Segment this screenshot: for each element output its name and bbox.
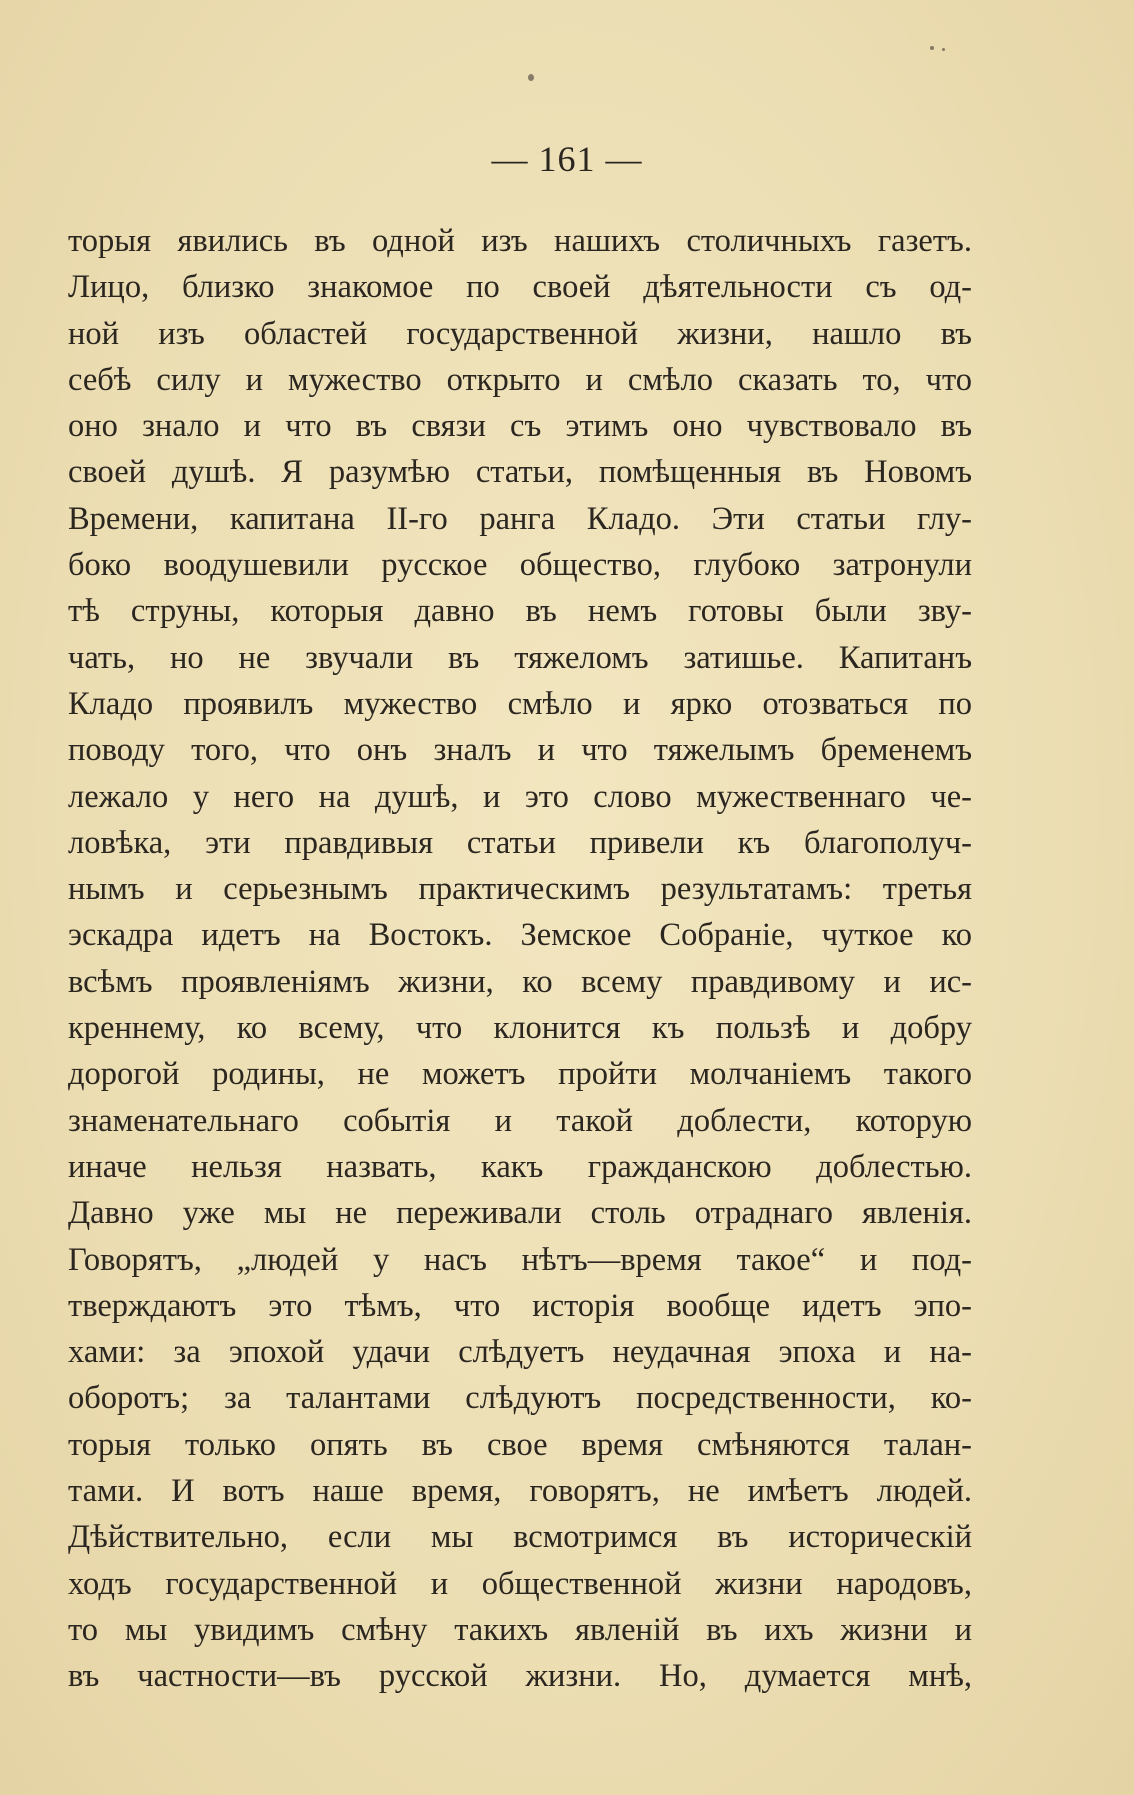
text-line: чать, но не звучали въ тяжеломъ затишье. Капитанъ (68, 639, 972, 676)
body-text (68, 218, 972, 1700)
text-line: эскадра идетъ на Востокъ. Земское Собраніе, чуткое ко (68, 917, 972, 954)
text-line: тверждаютъ это тѣмъ, что исторія вообще идетъ эпо- (68, 1287, 972, 1324)
text-line: оно знало и что въ связи съ этимъ оно чувствовало въ (68, 408, 972, 445)
text-line: лежало у него на душѣ, и это слово мужественнаго че- (68, 778, 972, 815)
text-line: ной изъ областей государственной жизни, нашло въ (68, 315, 972, 352)
text-line: креннему, ко всему, что клонится къ пользѣ и добру (68, 1010, 972, 1047)
text-line: своей душѣ. Я разумѣю статьи, помѣщенныя въ Новомъ (68, 454, 972, 491)
ink-speck (930, 46, 934, 50)
text-line: тами. И вотъ наше время, говорятъ, не имѣетъ людей. (68, 1473, 972, 1510)
text-line: иначе нельзя назвать, какъ гражданскою доблестью. (68, 1148, 972, 1185)
text-line: Времени, капитана II-го ранга Кладо. Эти статьи глу- (68, 500, 972, 537)
ink-speck (942, 48, 945, 51)
text-line: Дѣйствительно, если мы всмотримся въ историческій (68, 1519, 972, 1556)
ink-speck (528, 74, 534, 81)
text-line: торыя явились въ одной изъ нашихъ столичныхъ газетъ. (68, 223, 972, 259)
text-line: Кладо проявилъ мужество смѣло и ярко отозваться по (68, 685, 972, 722)
text-line: знаменательнаго событія и такой доблести, которую (68, 1102, 972, 1139)
text-line: оборотъ; за талантами слѣдуютъ посредственности, ко- (68, 1380, 972, 1417)
text-line: Лицо, близко знакомое по своей дѣятельности съ од- (68, 269, 972, 306)
text-line: Говорятъ, „людей у насъ нѣтъ—время такое“ и под- (68, 1241, 972, 1278)
text-line: всѣмъ проявленіямъ жизни, ко всему правдивому и ис- (68, 963, 972, 1000)
text-line: боко воодушевили русское общество, глубоко затронули (68, 547, 972, 584)
text-line: себѣ силу и мужество открыто и смѣло сказать то, что (68, 361, 972, 398)
text-line: въ частности—въ русской жизни. Но, думается мнѣ, (68, 1658, 972, 1695)
text-line: то мы увидимъ смѣну такихъ явленій въ ихъ жизни и (68, 1611, 972, 1648)
text-line: ловѣка, эти правдивыя статьи привели къ благополуч- (68, 824, 972, 861)
text-line: торыя только опять въ свое время смѣняются талан- (68, 1426, 972, 1463)
page-number: — 161 — (491, 139, 643, 179)
text-line: хами: за эпохой удачи слѣдуетъ неудачная эпоха и на- (68, 1334, 972, 1371)
text-line: Давно уже мы не переживали столь отраднаго явленія. (68, 1195, 972, 1232)
text-line: нымъ и серьезнымъ практическимъ результатамъ: третья (68, 871, 972, 908)
text-line: ходъ государственной и общественной жизни народовъ, (68, 1565, 972, 1602)
text-line: дорогой родины, не можетъ пройти молчаніемъ такого (68, 1056, 972, 1093)
text-line: тѣ струны, которыя давно въ немъ готовы были зву- (68, 593, 972, 630)
text-line: поводу того, что онъ зналъ и что тяжелымъ бременемъ (68, 732, 972, 769)
